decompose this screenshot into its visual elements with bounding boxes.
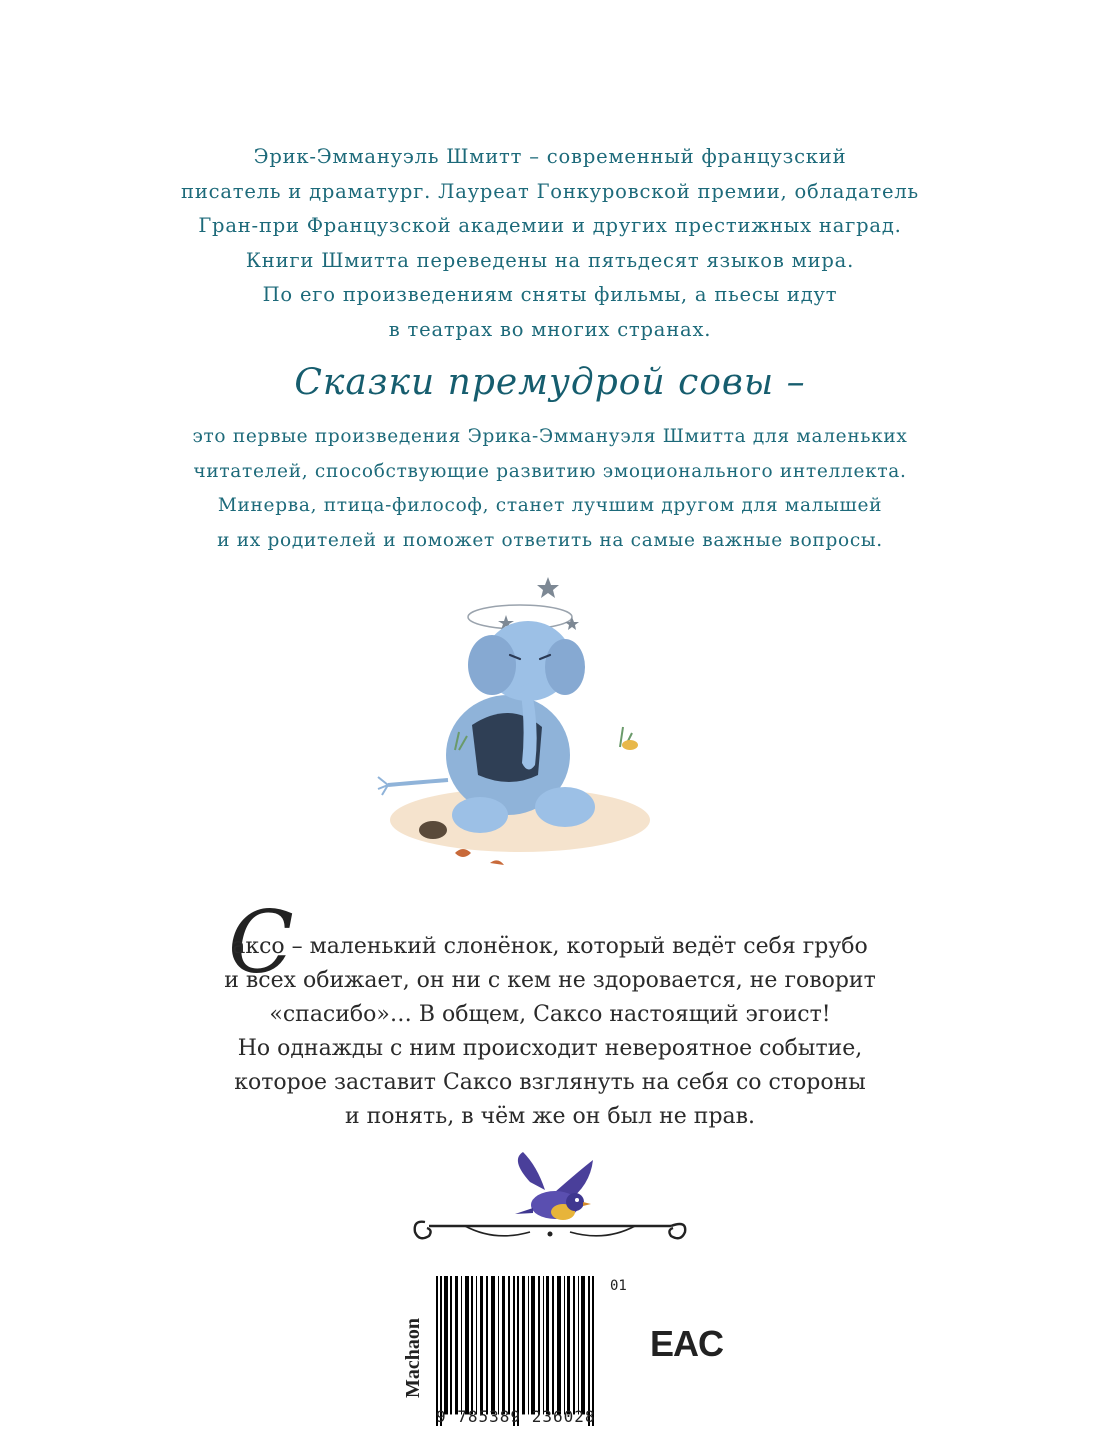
story-line: и всех обижает, он ни с кем не здоровается, не говорит: [224, 968, 876, 993]
bird-ornament: [405, 1150, 695, 1260]
author-line: Гран-при Французской академии и других престижных наград.: [198, 214, 902, 237]
story-line: Но однажды с ним происходит невероятное событие,: [237, 1036, 863, 1061]
story-dropcap: С: [228, 893, 294, 993]
story-line: аксо – маленький слонёнок, который ведёт себя грубо: [232, 934, 868, 959]
story-line: «спасибо»… В общем, Саксо настоящий эгоист!: [269, 1002, 831, 1027]
series-line: Минерва, птица-философ, станет лучшим другом для малышей: [217, 495, 883, 516]
author-line: По его произведениям сняты фильмы, а пьесы идут: [262, 283, 838, 306]
author-line: Книги Шмитта переведены на пятьдесят языков мира.: [245, 248, 855, 272]
author-line: в театрах во многих странах.: [388, 317, 712, 341]
barcode: [436, 1276, 606, 1426]
eac-certification-mark: EAC: [650, 1323, 724, 1364]
author-line: Эрик-Эммануэль Шмитт – современный французский: [253, 145, 847, 168]
series-line: это первые произведения Эрика-Эммануэля Шмитта для маленьких: [192, 426, 908, 447]
elephant-illustration: [360, 575, 680, 875]
story-summary: [0, 930, 1100, 1134]
barcode-addon: 01: [610, 1278, 627, 1294]
series-description: [0, 420, 1100, 558]
author-line: писатель и драматург. Лауреат Гонкуровской премии, обладатель: [181, 179, 919, 203]
series-line: и их родителей и поможет ответить на самые важные вопросы.: [217, 529, 883, 551]
publisher-name: Machaon: [402, 1318, 424, 1398]
story-line: которое заставит Саксо взглянуть на себя со стороны: [234, 1070, 866, 1095]
isbn-digits: 9 785389 236028: [436, 1407, 596, 1426]
series-line: читателей, способствующие развитию эмоционального интеллекта.: [193, 460, 907, 482]
series-title: Сказки премудрой совы –: [294, 362, 806, 403]
story-line: и понять, в чём же он был не прав.: [344, 1104, 756, 1129]
publisher-logo: [398, 1278, 432, 1418]
author-bio: [0, 140, 1100, 347]
